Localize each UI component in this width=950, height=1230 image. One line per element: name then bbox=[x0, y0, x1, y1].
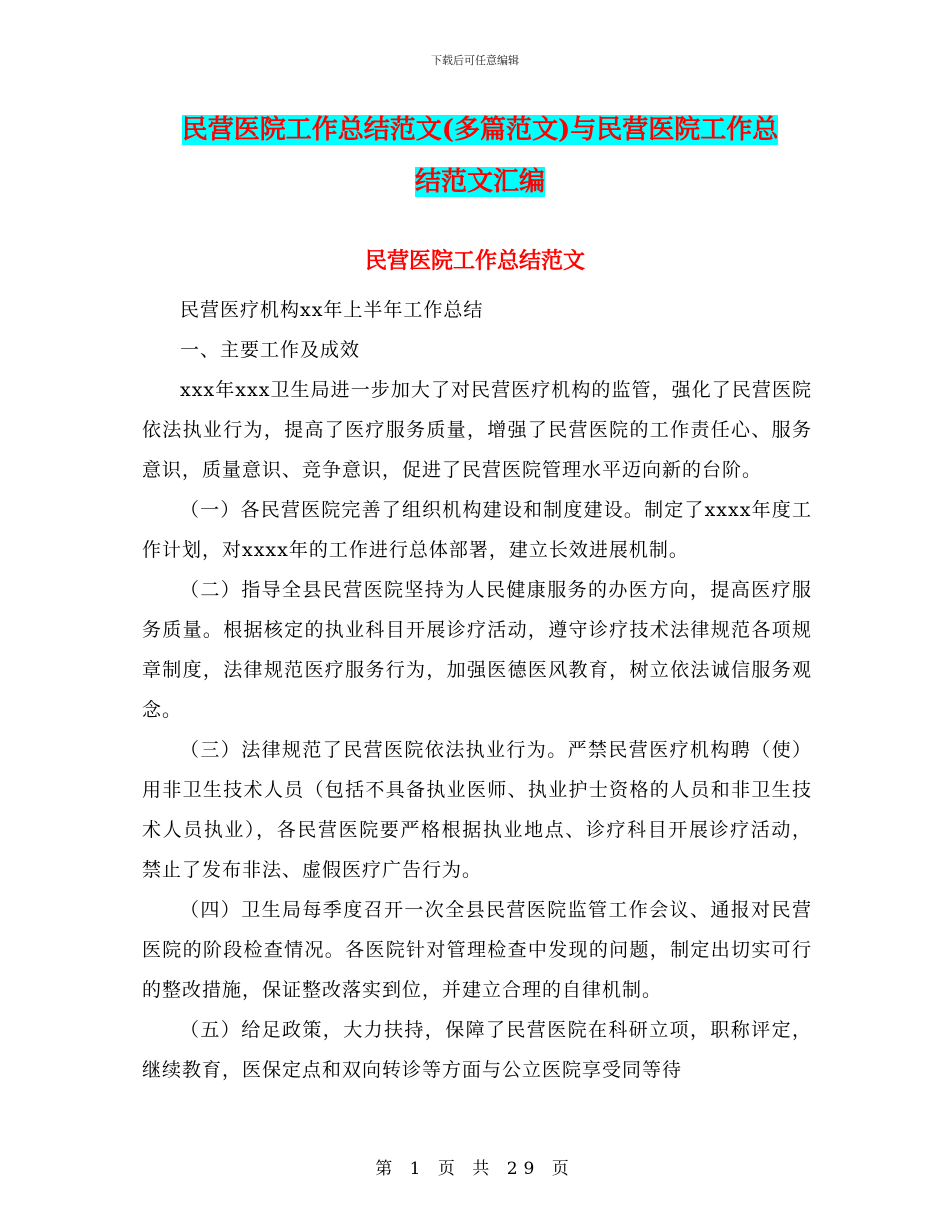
document-title-line-2: 结范文汇编 bbox=[414, 167, 545, 197]
page-header: 下载后可任意编辑 bbox=[431, 54, 519, 67]
paragraph-subtitle: 民营医疗机构xx年上半年工作总结 bbox=[180, 299, 484, 321]
paragraph: （四）卫生局每季度召开一次全县民营医院监管工作会议、通报对民营医院的阶段检查情况。各医院针对管理检查中发现的问题，制定出切实可行的整改措施，保证整改落实到位，并建立合理的自律机制。 bbox=[142, 899, 812, 1001]
paragraph: xxx年xxx卫生局进一步加大了对民营医疗机构的监管，强化了民营医院依法执业行为，提高了医疗服务质量，增强了民营医院的工作责任心、服务意识，质量意识、竞争意识，促进了民营医院管理水平迈向新的台阶。 bbox=[142, 379, 812, 481]
document-title bbox=[140, 104, 820, 208]
paragraph: （二）指导全县民营医院坚持为人民健康服务的办医方向，提高医疗服务质量。根据核定的执业科目开展诊疗活动，遵守诊疗技术法律规范各项规章制度，法律规范医疗服务行为，加强医德医风教育，树立依法诚信服务观念。 bbox=[142, 579, 812, 721]
page-footer: 第 1 页 共 29 页 bbox=[375, 1159, 575, 1179]
document-body bbox=[142, 290, 812, 1090]
paragraph-heading: 一、主要工作及成效 bbox=[180, 339, 361, 361]
document-title-line-1: 民营医院工作总结范文(多篇范文)与民营医院工作总 bbox=[181, 115, 779, 145]
paragraph: （一）各民营医院完善了组织机构建设和制度建设。制定了xxxx年度工作计划，对xxxx年的工作进行总体部署，建立长效进展机制。 bbox=[142, 499, 812, 561]
section-title: 民营医院工作总结范文 bbox=[364, 248, 585, 274]
paragraph: （五）给足政策，大力扶持，保障了民营医院在科研立项，职称评定，继续教育，医保定点和双向转诊等方面与公立医院享受同等待 bbox=[142, 1019, 812, 1081]
paragraph: （三）法律规范了民营医院依法执业行为。严禁民营医疗机构聘（使）用非卫生技术人员（包括不具备执业医师、执业护士资格的人员和非卫生技术人员执业），各民营医院要严格根据执业地点、诊疗科目开展诊疗活动，禁止了发布非法、虚假医疗广告行为。 bbox=[142, 739, 812, 881]
